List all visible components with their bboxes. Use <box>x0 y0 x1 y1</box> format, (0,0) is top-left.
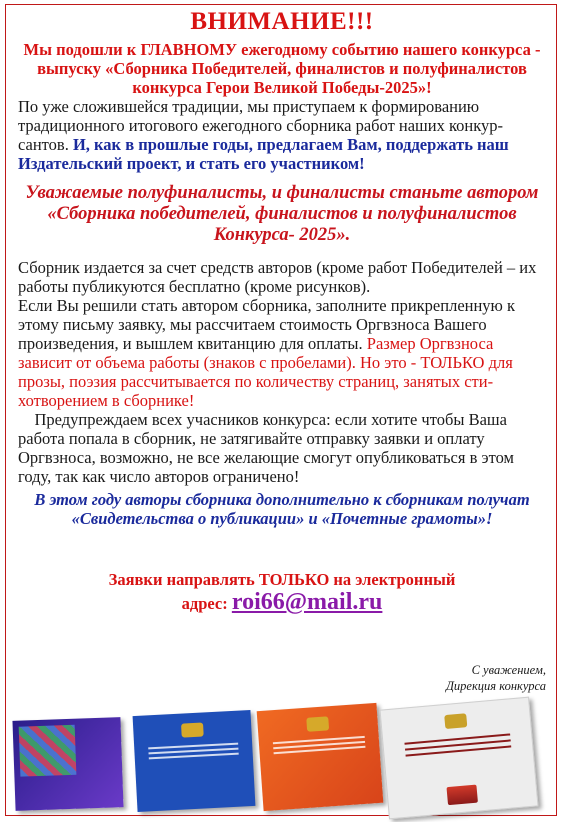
cover-emblem <box>181 722 204 737</box>
tradition-paragraph <box>18 97 548 173</box>
details-part4: Предупреждаем всех учасников конкурса: если хотите чтобы Ваша работа попала в сборник, не затягивайте отправку заявки и оплату Оргвзноса, возможно, не все желающие смогут опубликоваться в этом году, так как число авторов ограничено! <box>18 410 519 486</box>
contact-line2 <box>14 591 550 615</box>
book-cover-3 <box>257 703 384 811</box>
book-cover-1 <box>12 717 123 811</box>
signature-line2: Дирекция конкурса <box>445 679 546 693</box>
contact-prefix: адрес: <box>181 594 232 613</box>
page-title: ВНИМАНИЕ!!! <box>190 8 374 35</box>
cover-emblem <box>444 713 467 729</box>
cover-emblem <box>306 716 329 732</box>
contact-line1: Заявки направлять ТОЛЬКО на электронный <box>108 570 456 589</box>
cover-title-lines <box>404 733 511 756</box>
signature-line1: С уважением, <box>471 663 546 677</box>
bonus-paragraph: В этом году авторы сборника дополнительно к сборникам получат «Свидетельства о публикации» и «Почетные грамоты»! <box>34 490 530 528</box>
signature <box>446 662 546 694</box>
tradition-text: По уже сложившейся традиции, мы приступаем к формированию традиционного итогового ежегодного сборника работ наших конкур-сантов. <box>18 97 504 154</box>
cover-title-lines <box>273 736 365 757</box>
details-part3: Размер Оргвзноса зависит от объема работы (знаков с пробелами). Но это - ТОЛЬКО для прозы, поэзия рассчитывается по количеству страниц, занятых сти-хотворением в сборнике! <box>18 334 513 410</box>
details-part2-wrap <box>18 296 550 410</box>
details-paragraph <box>18 258 550 486</box>
cover-bottom-art <box>447 785 478 806</box>
contact-block <box>14 569 550 615</box>
appeal-paragraph: Уважаемые полуфиналисты, и финалисты станьте автором «Сборника победителей, финалистов и полуфиналистов Конкурса- 2025». <box>25 183 539 245</box>
book-cover-4 <box>379 697 538 820</box>
cover-title-lines <box>148 743 238 763</box>
book-cover-2 <box>133 710 256 812</box>
details-part2: Если Вы решили стать автором сборника, заполните прикрепленную к этому письму заявку, мы рассчитаем стоимость Оргвзноса Вашего произведения, и вышлем квитанцию для оплаты. <box>18 296 516 353</box>
cover-collage <box>19 725 77 777</box>
details-part1: Сборник издается за счет средств авторов (кроме работ Победителей – их работы публикуются бесплатно (кроме рисунков). <box>18 258 537 296</box>
tradition-highlight: И, как в прошлые годы, предлагаем Вам, поддержать наш Издательский проект, и стать его участником! <box>18 135 509 173</box>
book-covers-image <box>0 695 564 822</box>
email-link[interactable]: roi66@mail.ru <box>231 589 383 615</box>
intro-paragraph: Мы подошли к ГЛАВНОМУ ежегодному событию нашего конкурса - выпуску «Сборника Победителей, финалистов и полуфиналистов конкурса Герои Великой Победы-2025»! <box>23 40 541 97</box>
